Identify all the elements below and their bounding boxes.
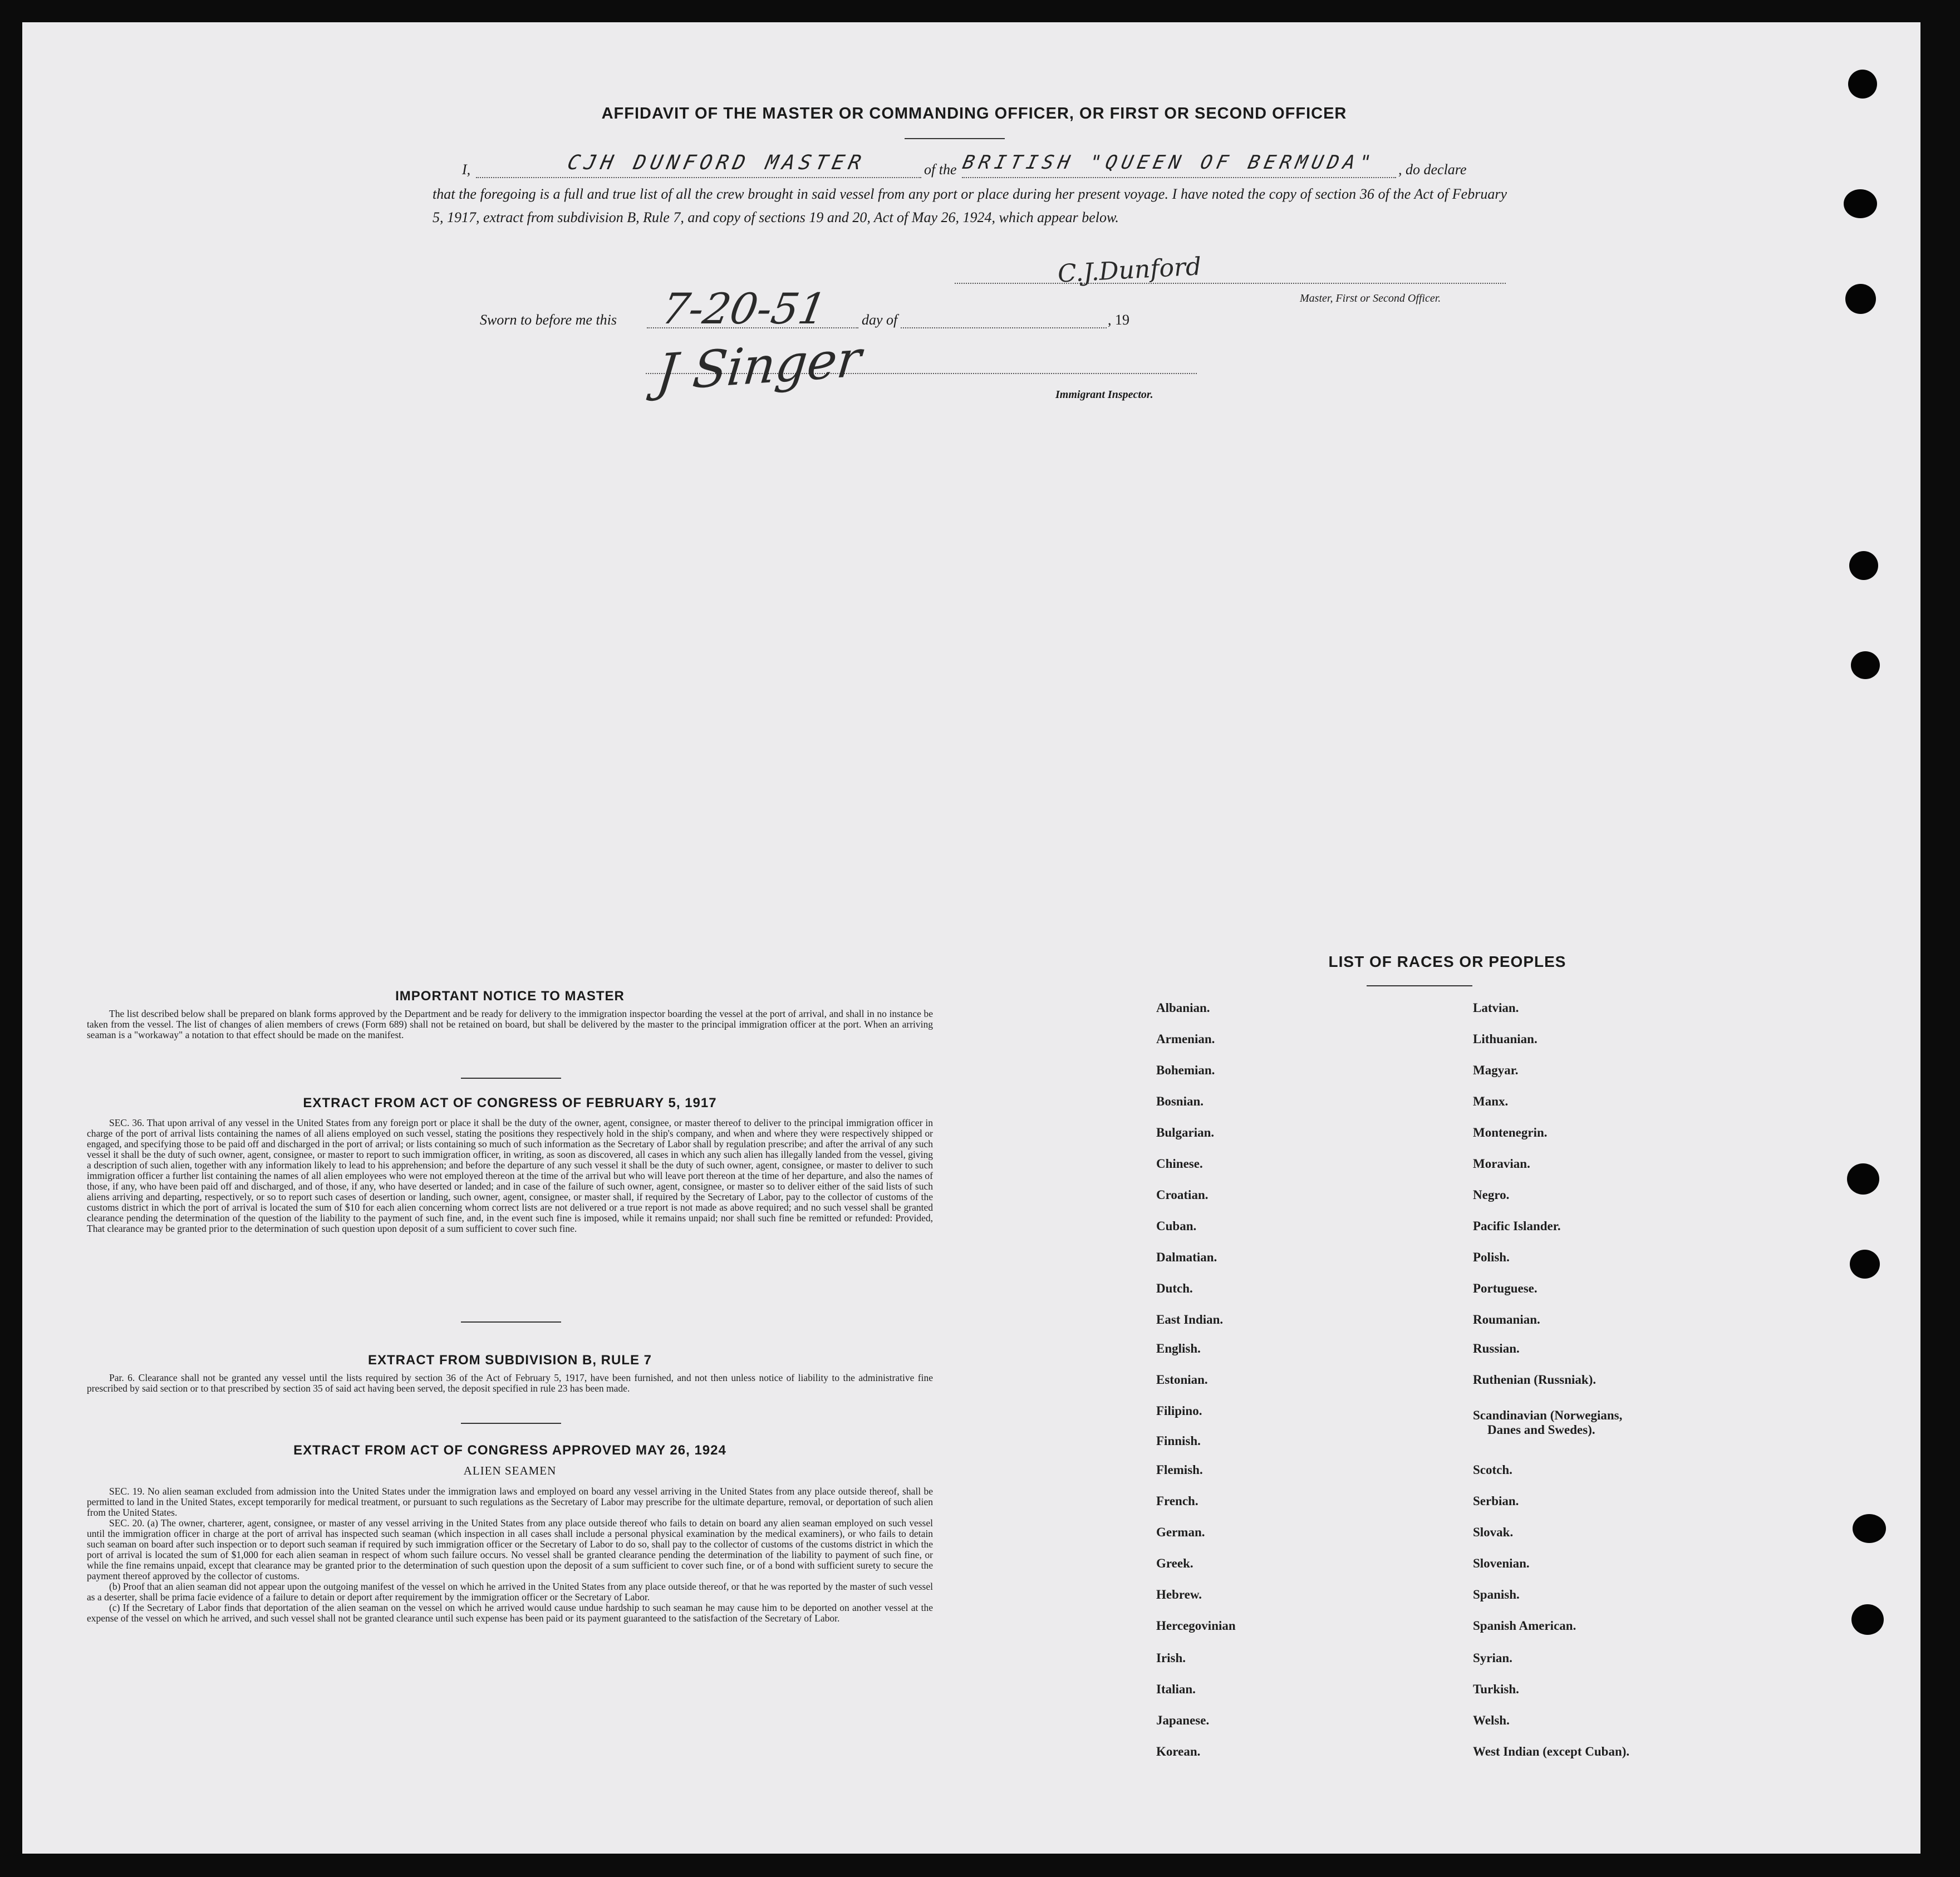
- punch-hole: [1851, 1604, 1884, 1635]
- do-declare-label: , do declare: [1398, 161, 1467, 178]
- race-left: Dutch.: [1156, 1281, 1193, 1295]
- sec20b-paragraph: (b) Proof that an alien seaman did not appear upon the outgoing manifest of the vessel on which he arrived in the United States from any place outside thereof, or that he was reported by the master of such vessel as a deserter, shall be prima facie evidence of a failure to detain or deport after requirement by the immigration officer or the Secretary of Labor.: [87, 1581, 933, 1603]
- race-left: Hercegovinian: [1156, 1619, 1236, 1633]
- race-left: Croatian.: [1156, 1188, 1209, 1202]
- rule7-paragraph: Par. 6. Clearance shall not be granted any vessel until the lists required by section 36 of the Act of February 5, 1917, have been furnished, and not then unless notice of liability to the administrative fine prescribed by said section or to that prescribed by section 35 of said act having been served, the deposit specified in rule 23 has been made.: [87, 1372, 933, 1394]
- master-signature-caption: Master, First or Second Officer.: [1300, 292, 1441, 304]
- race-left: Cuban.: [1156, 1219, 1197, 1233]
- declaration-i: I,: [462, 161, 471, 178]
- sec20a-paragraph: SEC. 20. (a) The owner, charterer, agent, consignee, or master of any vessel arriving in the United States from any place outside thereof who fails to detain on board any alien seaman employed on such vessel until the immigration officer in charge at the port of arrival has inspected such seaman (which inspection in all cases shall include a personal physical examination by the medical examiners), or who fails to detain such seaman on board after such inspection or to deport such seaman if required by such immigration officer or the Secretary of Labor to do so, shall pay to the collector of customs of the customs district in which the port of arrival is located the sum of $1,000 for each alien seaman in respect of whom such failure occurs. No vessel shall be granted clearance pending the determination of the liability to payment of such fine, or while the fine remains unpaid, except that clearance may be granted prior to the determination of such question upon the deposit of a sum sufficient to cover such fine, or of a bond with sufficient surety to secure the payment thereof approved by the collector of customs.: [87, 1517, 933, 1581]
- sec19-paragraph: SEC. 19. No alien seaman excluded from admission into the United States under the immigration laws and employed on board any vessel arriving in the United States from any place outside thereof, shall be permitted to land in the United States, except temporarily for medical treatment, or pursuant to such regulations as the Secretary of Labor may prescribe for the ultimate departure, removal, or deportation of such alien from the United States.: [87, 1486, 933, 1518]
- race-right: Spanish.: [1473, 1588, 1520, 1601]
- race-right: Welsh.: [1473, 1713, 1510, 1727]
- race-left: Hebrew.: [1156, 1588, 1202, 1601]
- race-right: Spanish American.: [1473, 1619, 1576, 1633]
- inspector-signature-caption: Immigrant Inspector.: [1055, 389, 1153, 401]
- name-blank-line: [476, 177, 921, 178]
- section-divider: [461, 1078, 561, 1079]
- race-right: Polish.: [1473, 1250, 1510, 1264]
- race-right: Slovenian.: [1473, 1556, 1530, 1570]
- race-left: Albanian.: [1156, 1001, 1210, 1015]
- race-right: Syrian.: [1473, 1651, 1512, 1665]
- section-divider: [461, 1321, 561, 1323]
- punch-hole: [1845, 284, 1876, 314]
- race-left: Armenian.: [1156, 1032, 1215, 1046]
- race-right: Pacific Islander.: [1473, 1219, 1561, 1233]
- master-name-handwritten: CJH DUNFORD MASTER: [565, 151, 868, 174]
- race-right: Montenegrin.: [1473, 1126, 1548, 1139]
- sworn-date-handwritten: 7-20-51: [658, 284, 830, 333]
- race-right: Roumanian.: [1473, 1313, 1540, 1326]
- day-of-line: [901, 327, 1107, 328]
- punch-hole: [1853, 1514, 1886, 1543]
- race-right: Moravian.: [1473, 1157, 1530, 1171]
- race-right: Turkish.: [1473, 1682, 1519, 1696]
- year-label: , 19: [1108, 312, 1129, 328]
- notice-heading: IMPORTANT NOTICE TO MASTER: [395, 989, 625, 1004]
- punch-hole: [1847, 1163, 1879, 1195]
- section-divider: [461, 1423, 561, 1424]
- punch-hole: [1848, 70, 1877, 99]
- race-right: West Indian (except Cuban).: [1473, 1745, 1630, 1758]
- race-right: Serbian.: [1473, 1494, 1519, 1508]
- punch-hole: [1851, 651, 1880, 679]
- race-right: Portuguese.: [1473, 1281, 1537, 1295]
- race-left: Bosnian.: [1156, 1094, 1204, 1108]
- race-left: French.: [1156, 1494, 1198, 1508]
- notice-text: [87, 1009, 933, 1040]
- section-36-paragraph: SEC. 36. That upon arrival of any vessel in the United States from any foreign port or place it shall be the duty of the owner, agent, consignee, or master thereof to deliver to the principal immigration officer in charge of the port of arrival lists containing the names of all aliens employed on such vessel, stating the positions they respectively hold in the ship's company, and when and where they were respectively shipped or engaged, and specifying those to be paid off and discharged in the port of arrival; or lists containing so much of such information as the Secretary of Labor shall by regulation prescribe; and after the arrival of any such vessel it shall be the duty of such owner, agent, consignee, or master to report to such immigration officer, in writing, as soon as discovered, all cases in which any such alien has illegally landed from the vessel, giving a description of such alien, together with any information likely to lead to his apprehension; and before the departure of any such vessel it shall be the duty of such owner, agent, consignee, or master to deliver to such immigration officer a further list containing the names of all alien employees who were not employed thereon at the time of the arrival but who will leave port thereon at the time of her departure, and also the names of those, if any, who have been paid off and discharged, and of those, if any, who have deserted or landed; and in case of the failure of such owner, agent, consignee, or master so to deliver either of the said lists of such aliens arriving and departing, respectively, or so to report such cases of desertion or landing, such owner, agent, consignee, or master shall, if required by the Secretary of Labor, pay to the collector of customs of the customs district in which the port of arrival is located the sum of $10 for each alien concerning whom correct lists are not delivered or a true report is not made as above required; and no such vessel shall be granted clearance pending the determination of the question of the liability to the payment of such fine, and, in the event such fine is imposed, while it remains unpaid; nor shall such fine be remitted or refunded: Provided, That clearance may be granted prior to the determination of such question upon deposit of a sum sufficient to cover such fine.: [87, 1117, 933, 1234]
- race-left: Greek.: [1156, 1556, 1193, 1570]
- extract-rule7-text: [87, 1373, 933, 1394]
- affidavit-title: AFFIDAVIT OF THE MASTER OR COMMANDING OFFICER, OR FIRST OR SECOND OFFICER: [601, 105, 1347, 122]
- extract-rule7-heading: EXTRACT FROM SUBDIVISION B, RULE 7: [367, 1353, 652, 1368]
- notice-paragraph: The list described below shall be prepared on blank forms approved by the Department and be ready for delivery to the immigration inspector boarding the vessel at the port of arrival, and shall in no instance be taken from the vessel. The list of changes of alien members of crews (Form 689) shall not be retained on board, but shall be delivered by the master to the principal immigration officer at the port. When an arriving seaman is a "workaway" a notation to that effect should be made on the manifest.: [87, 1008, 933, 1040]
- race-right: Ruthenian (Russniak).: [1473, 1373, 1597, 1387]
- alien-seamen-subheading: ALIEN SEAMEN: [463, 1464, 557, 1477]
- race-left: Filipino.: [1156, 1404, 1202, 1418]
- races-rule: [1367, 985, 1472, 986]
- master-signature: C.J.Dunford: [1057, 252, 1202, 288]
- extract-1917-text: [87, 1118, 933, 1234]
- punch-hole: [1850, 1250, 1880, 1279]
- race-right: Latvian.: [1473, 1001, 1519, 1015]
- inspector-signature: J Singer: [654, 329, 864, 403]
- race-left: Italian.: [1156, 1682, 1196, 1696]
- extract-1924-text: [87, 1486, 933, 1624]
- extract-1917-heading: EXTRACT FROM ACT OF CONGRESS OF FEBRUARY 5, 1917: [303, 1095, 717, 1111]
- extract-1924-heading: EXTRACT FROM ACT OF CONGRESS APPROVED MAY 26, 1924: [293, 1443, 726, 1458]
- race-right: Magyar.: [1473, 1063, 1519, 1077]
- race-right: Scandinavian (Norwegians,: [1473, 1408, 1623, 1422]
- race-left: German.: [1156, 1525, 1205, 1539]
- race-left: Dalmatian.: [1156, 1250, 1217, 1264]
- race-left: Chinese.: [1156, 1157, 1203, 1171]
- day-of-label: day of: [862, 312, 898, 328]
- race-left: Finnish.: [1156, 1434, 1201, 1448]
- race-left: Korean.: [1156, 1745, 1201, 1758]
- vessel-blank-line: [962, 177, 1396, 178]
- race-right: Russian.: [1473, 1342, 1520, 1355]
- punch-hole: [1849, 551, 1878, 580]
- punch-hole: [1844, 189, 1877, 218]
- vessel-name-handwritten: BRITISH "QUEEN OF BERMUDA": [960, 151, 1378, 174]
- race-left: Bohemian.: [1156, 1063, 1215, 1077]
- of-the-label: of the: [924, 161, 957, 178]
- title-rule: [905, 138, 1005, 139]
- race-right: Negro.: [1473, 1188, 1510, 1202]
- race-right: Scotch.: [1473, 1463, 1512, 1477]
- race-right: Manx.: [1473, 1094, 1509, 1108]
- race-left: Irish.: [1156, 1651, 1186, 1665]
- race-left: Flemish.: [1156, 1463, 1203, 1477]
- races-heading: LIST OF RACES OR PEOPLES: [1328, 953, 1566, 970]
- race-right: Lithuanian.: [1473, 1032, 1537, 1046]
- race-left: Japanese.: [1156, 1713, 1210, 1727]
- race-left: English.: [1156, 1342, 1201, 1355]
- document-page: [22, 22, 1920, 1854]
- race-left: East Indian.: [1156, 1313, 1224, 1326]
- race-left: Estonian.: [1156, 1373, 1208, 1387]
- declaration-body: that the foregoing is a full and true list of all the crew brought in said vessel from any port or place during her present voyage. I have noted the copy of section 36 of the Act of February 5, 1917, extract from subdivision B, Rule 7, and copy of sections 19 and 20, Act of May 26, 1924, which appear below.: [433, 186, 1507, 225]
- race-left: Bulgarian.: [1156, 1126, 1215, 1139]
- race-right: Slovak.: [1473, 1525, 1514, 1539]
- master-signature-line: [955, 283, 1506, 284]
- sworn-label: Sworn to before me this: [480, 312, 617, 328]
- race-right: Danes and Swedes).: [1487, 1423, 1595, 1437]
- sec20c-paragraph: (c) If the Secretary of Labor finds that deportation of the alien seaman on the vessel on which he arrived would cause undue hardship to such seaman he may cause him to be deported on another vessel at the expense of the vessel on which he arrived, and such vessel shall not be granted clearance until such expense has been paid or its payment guaranteed to the satisfaction of the Secretary of Labor.: [87, 1602, 933, 1624]
